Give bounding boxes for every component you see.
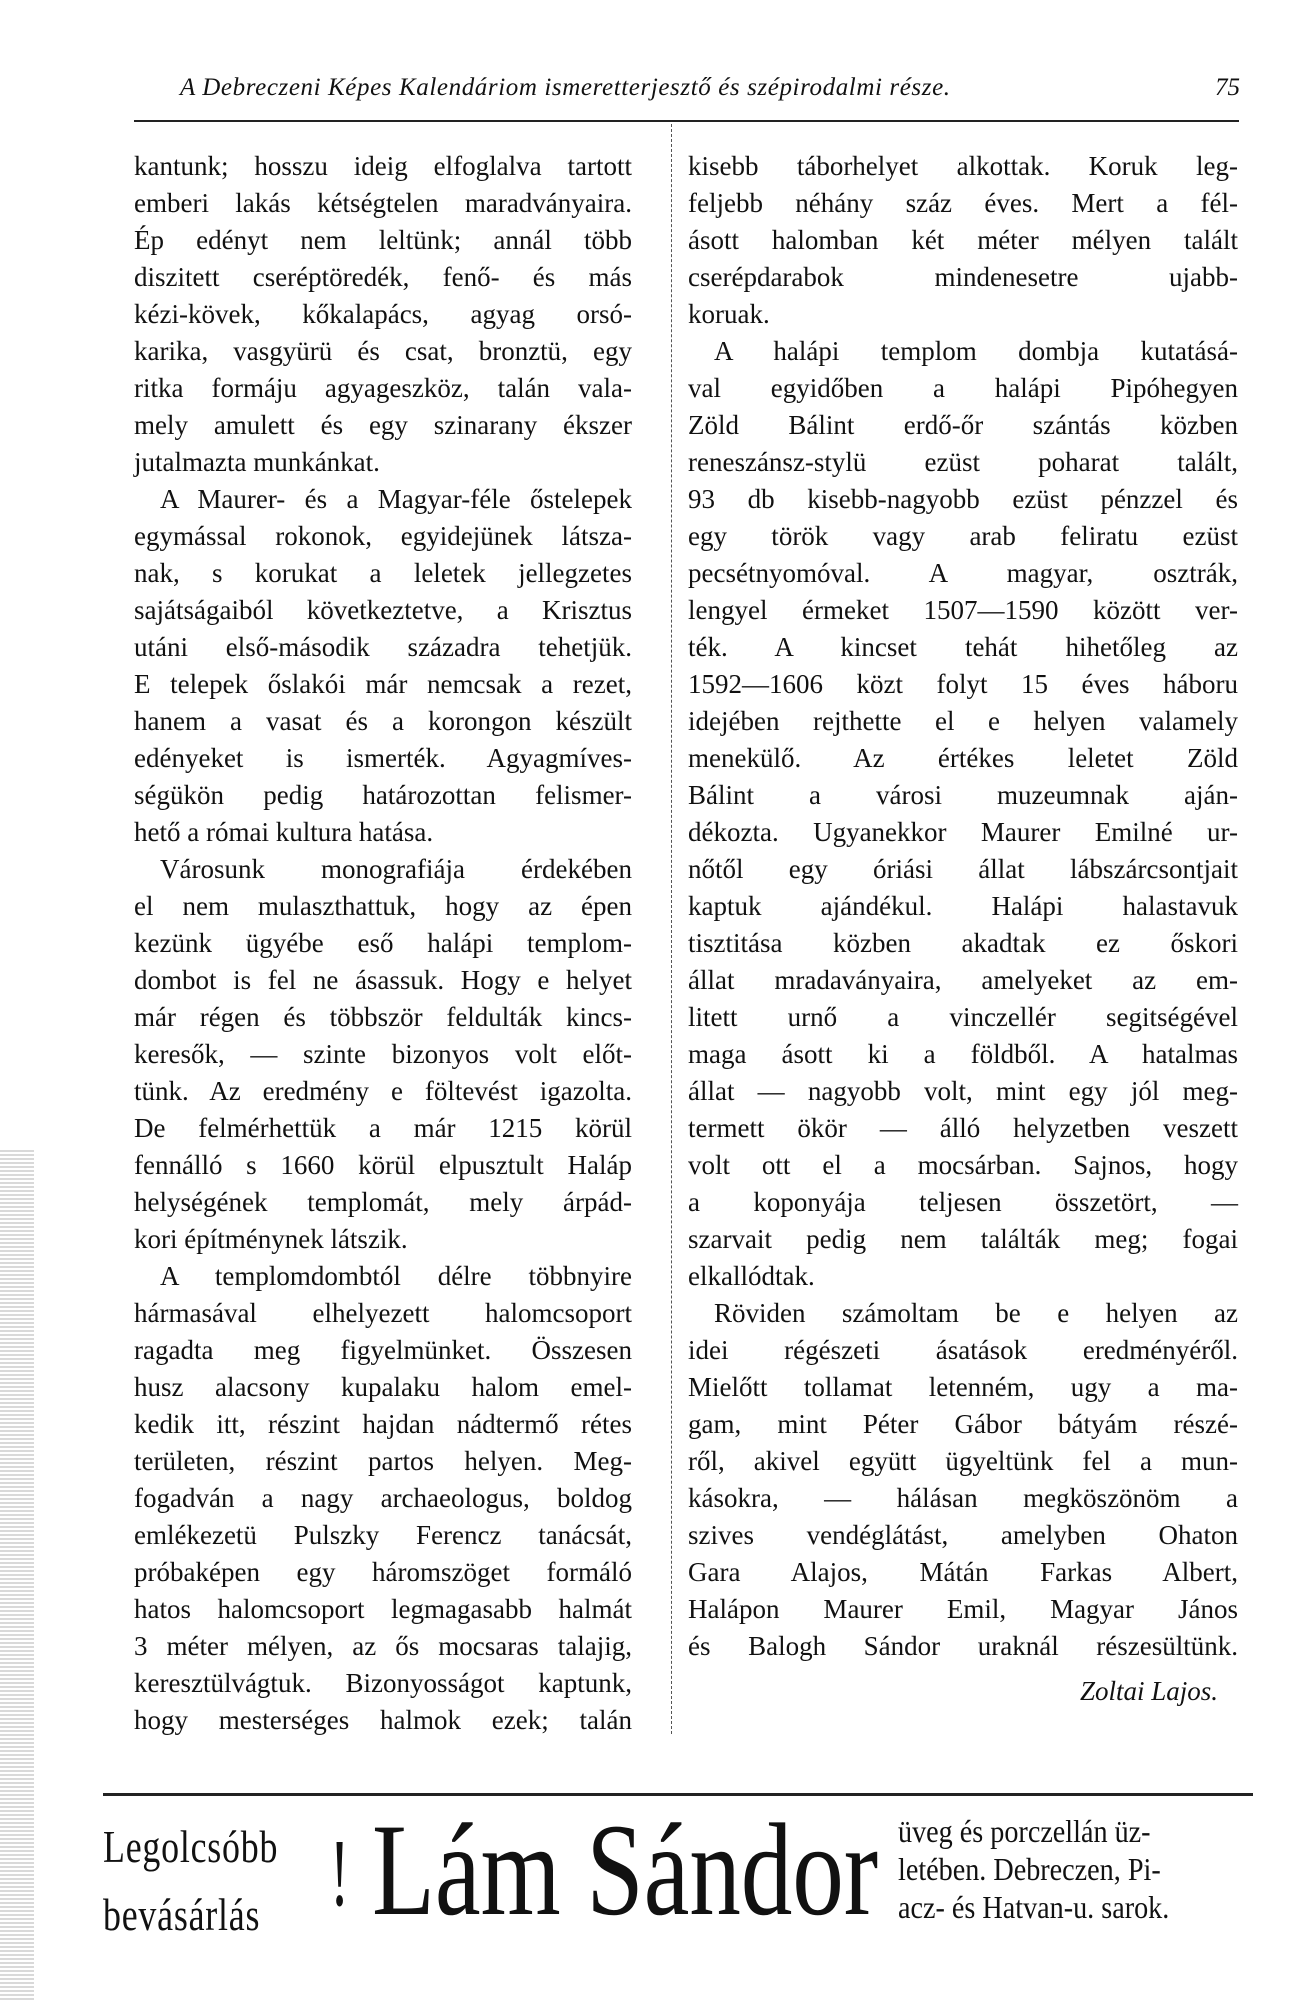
text-line: emlékezetü Pulszky Ferencz tanácsát,: [134, 1520, 632, 1550]
text-line: De felmérhettük a már 1215 körül: [134, 1113, 632, 1143]
text-line: hatos halomcsoport legmagasabb halmát: [134, 1594, 632, 1624]
text-line: Halápon Maurer Emil, Magyar János: [688, 1594, 1238, 1624]
text-line: A halápi templom dombja kutatásá-: [714, 336, 1238, 366]
text-line: ritka formáju agyageszköz, talán vala-: [134, 373, 632, 403]
text-line: ről, akivel együtt ügyeltünk fel a mun-: [688, 1446, 1238, 1476]
text-line: ragadta meg figyelmünket. Összesen: [134, 1335, 632, 1365]
text-line: sajátságaiból következtetve, a Krisztus: [134, 595, 632, 625]
ad-exclamation: !: [330, 1819, 350, 1926]
text-line: tünk. Az eredmény e föltevést igazolta.: [134, 1076, 632, 1106]
text-line: reneszánsz-stylü ezüst poharat talált,: [688, 447, 1238, 477]
text-line: jutalmazta munkánkat.: [134, 447, 380, 477]
text-line: kedik itt, részint hajdan nádtermő rétes: [134, 1409, 632, 1439]
left-column: [134, 148, 632, 1739]
text-line: Városunk monografiája érdekében: [160, 854, 632, 884]
text-line: idejében rejthette el e helyen valamely: [688, 706, 1238, 736]
text-line: állat mradaványaira, amelyeket az em-: [688, 965, 1238, 995]
text-line: már régen és többször feldulták kincs-: [134, 1002, 632, 1032]
text-line: próbaképen egy háromszöget formáló: [134, 1557, 632, 1587]
text-line: Gara Alajos, Mátán Farkas Albert,: [688, 1557, 1238, 1587]
ad-slogan: [103, 1813, 278, 1949]
text-line: Bálint a városi muzeumnak aján-: [688, 780, 1238, 810]
ad-merchant-name: Lám Sándor: [372, 1796, 879, 1943]
text-line: fogadván a nagy archaeologus, boldog: [134, 1483, 632, 1513]
text-line: A templomdombtól délre többnyire: [160, 1261, 632, 1291]
running-header: [180, 74, 1240, 114]
ad-address: [898, 1812, 1169, 1926]
text-line: Mielőtt tollamat letenném, ugy a ma-: [688, 1372, 1238, 1402]
text-line: ségükön pedig határozottan felismer-: [134, 780, 632, 810]
text-line: volt ott el a mocsárban. Sajnos, hogy: [688, 1150, 1238, 1180]
text-line: E telepek őslakói már nemcsak a rezet,: [134, 669, 632, 699]
text-line: hármasával elhelyezett halomcsoport: [134, 1298, 632, 1328]
text-line: kaptuk ajándékul. Halápi halastavuk: [688, 891, 1238, 921]
text-line: egy török vagy arab feliratu ezüst: [688, 521, 1238, 551]
header-title: A Debreczeni Képes Kalendáriom ismeretterjesztő és szépirodalmi része.: [180, 74, 951, 101]
text-line: szarvait pedig nem találták meg; fogai: [688, 1224, 1238, 1254]
text-line: területen, részint partos helyen. Meg-: [134, 1446, 632, 1476]
text-line: Ép edényt nem leltünk; annál több: [134, 225, 632, 255]
text-line: fennálló s 1660 körül elpusztult Haláp: [134, 1150, 632, 1180]
ad-slogan-line: Legolcsóbb: [103, 1821, 279, 1872]
text-line: ásott halomban két méter mélyen talált: [688, 225, 1238, 255]
text-line: menekülő. Az értékes leletet Zöld: [688, 743, 1238, 773]
text-line: és Balogh Sándor uraknál részesültünk.: [688, 1631, 1238, 1661]
text-line: 3 méter mélyen, az ős mocsaras talajig,: [134, 1631, 632, 1661]
author-signature: Zoltai Lajos.: [1079, 1676, 1218, 1706]
text-line: litett urnő a vinczellér segitségével: [688, 1002, 1238, 1032]
text-line: ték. A kincset tehát hihetőleg az: [688, 632, 1238, 662]
ad-address-line: üveg és porczellán üz-: [898, 1813, 1151, 1849]
text-line: állat — nagyobb volt, mint egy jól meg-: [688, 1076, 1238, 1106]
ad-address-line: letében. Debreczen, Pi-: [898, 1851, 1161, 1887]
text-line: nak, s korukat a leletek jellegzetes: [134, 558, 632, 588]
text-line: pecsétnyomóval. A magyar, osztrák,: [688, 558, 1238, 588]
text-line: szives vendéglátást, amelyben Ohaton: [688, 1520, 1238, 1550]
text-line: emberi lakás kétségtelen maradványaira.: [134, 188, 632, 218]
text-line: termett ökör — álló helyzetben veszett: [688, 1113, 1238, 1143]
text-line: helységének templomát, mely árpád-: [134, 1187, 632, 1217]
text-line: keresők, — szinte bizonyos volt előt-: [134, 1039, 632, 1069]
text-line: dékozta. Ugyanekkor Maurer Emilné ur-: [688, 817, 1238, 847]
text-line: dombot is fel ne ásassuk. Hogy e helyet: [134, 965, 632, 995]
text-line: kézi-kövek, kőkalapács, agyag orsó-: [134, 299, 632, 329]
ad-slogan-line: bevásárlás: [103, 1889, 261, 1940]
text-line: Röviden számoltam be e helyen az: [714, 1298, 1238, 1328]
text-line: diszitett cseréptöredék, fenő- és más: [134, 262, 632, 292]
text-line: elkallódtak.: [688, 1261, 815, 1291]
header-rule: [134, 120, 1239, 122]
page-number: 75: [1215, 74, 1240, 101]
text-line: hogy mesterséges halmok ezek; talán: [134, 1705, 632, 1735]
text-line: kisebb táborhelyet alkottak. Koruk leg-: [688, 151, 1238, 181]
text-line: kezünk ügyébe eső halápi templom-: [134, 928, 632, 958]
text-line: cserépdarabok mindenesetre ujabb-: [688, 262, 1238, 292]
text-line: lengyel érmeket 1507—1590 között ver-: [688, 595, 1238, 625]
text-line: idei régészeti ásatások eredményéről.: [688, 1335, 1238, 1365]
text-line: kori építménynek látszik.: [134, 1224, 408, 1254]
text-line: Zöld Bálint erdő-őr szántás közben: [688, 410, 1238, 440]
text-line: koruak.: [688, 299, 770, 329]
text-line: edényeket is ismerték. Agyagmíves-: [134, 743, 632, 773]
text-line: A Maurer- és a Magyar-féle őstelepek: [160, 484, 632, 514]
text-line: el nem mulaszthattuk, hogy az épen: [134, 891, 632, 921]
text-line: egymással rokonok, egyidejünek látsza-: [134, 521, 632, 551]
text-line: 93 db kisebb-nagyobb ezüst pénzzel és: [688, 484, 1238, 514]
text-line: mely amulett és egy szinarany ékszer: [134, 410, 632, 440]
text-line: a koponyája teljesen összetört, —: [688, 1187, 1238, 1217]
text-line: tisztitása közben akadtak ez őskori: [688, 928, 1238, 958]
text-line: karika, vasgyürü és csat, bronztü, egy: [134, 336, 632, 366]
text-line: hanem a vasat és a korongon készült: [134, 706, 632, 736]
text-line: val egyidőben a halápi Pipóhegyen: [688, 373, 1238, 403]
column-divider: [671, 124, 672, 1734]
text-line: kantunk; hosszu ideig elfoglalva tartott: [134, 151, 632, 181]
right-column: [688, 148, 1238, 1710]
ad-address-line: acz- és Hatvan-u. sarok.: [898, 1889, 1170, 1925]
text-line: feljebb néhány száz éves. Mert a fél-: [688, 188, 1238, 218]
text-line: utáni első-második századra tehetjük.: [134, 632, 632, 662]
text-line: husz alacsony kupalaku halom emel-: [134, 1372, 632, 1402]
text-line: gam, mint Péter Gábor bátyám részé-: [688, 1409, 1238, 1439]
scan-edge-noise: [0, 1150, 34, 2000]
text-line: maga ásott ki a földből. A hatalmas: [688, 1039, 1238, 1069]
text-line: keresztülvágtuk. Bizonyosságot kaptunk,: [134, 1668, 632, 1698]
text-line: 1592—1606 közt folyt 15 éves háboru: [688, 669, 1238, 699]
text-line: hető a római kultura hatása.: [134, 817, 434, 847]
text-line: nőtől egy óriási állat lábszárcsontjait: [688, 854, 1238, 884]
text-line: kásokra, — hálásan megköszönöm a: [688, 1483, 1238, 1513]
